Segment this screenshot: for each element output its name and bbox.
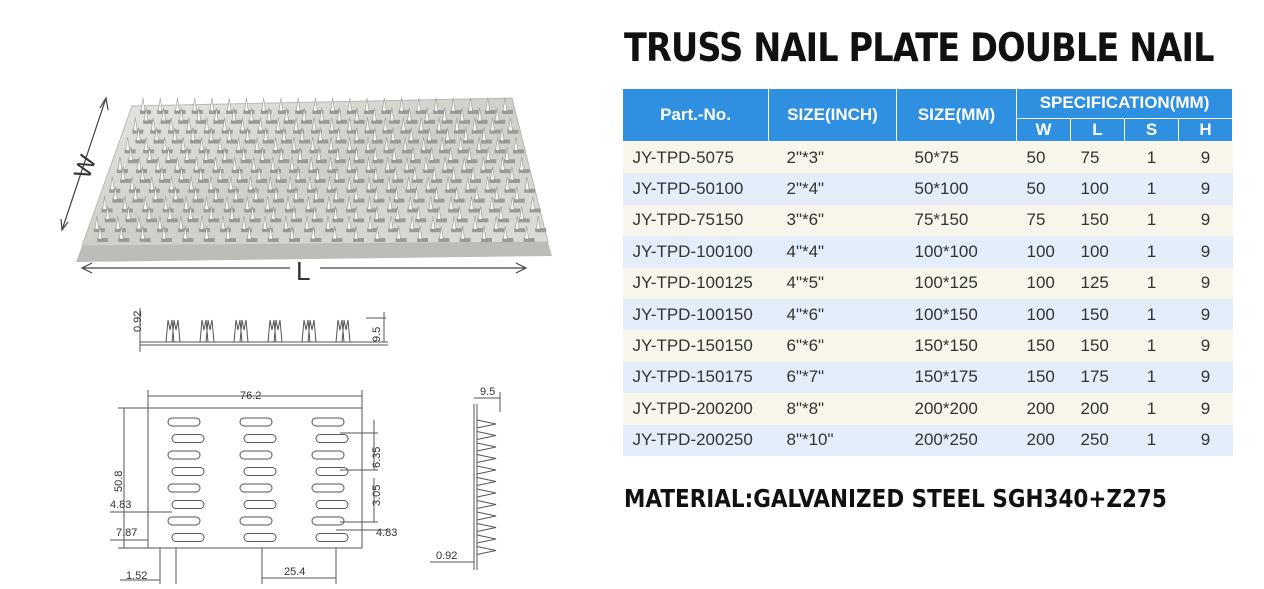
cell-w: 200 [1017,425,1071,456]
material-note: MATERIAL:GALVANIZED STEEL SGH340+Z275 [624,484,1167,513]
dim-483-right-label: 4.83 [376,527,398,539]
plan-slot [312,418,344,426]
cell-mm: 100*125 [897,268,1017,299]
plan-slot [172,468,204,476]
cell-h: 9 [1179,173,1233,204]
end-tooth [477,535,496,543]
product-illustrations [0,0,600,589]
cell-mm: 50*75 [897,142,1017,174]
table-row [623,142,1233,174]
cell-part: JY-TPD-50100 [623,173,769,204]
cell-h: 9 [1179,142,1233,174]
cell-l: 150 [1071,299,1125,330]
nail-tooth [175,98,179,111]
end-tooth [477,443,496,451]
table-row [623,299,1233,330]
cell-mm: 200*250 [897,425,1017,456]
plan-slot [168,517,200,525]
cell-inch: 6"*7" [769,362,897,393]
cell-l: 150 [1071,205,1125,236]
plan-height-label: 50.8 [113,470,125,492]
table-row [623,173,1233,204]
end-tooth [477,432,496,440]
dim-787-label: 7.87 [116,527,138,539]
cell-l: 100 [1071,236,1125,267]
plan-slot [244,435,276,443]
cell-part: JY-TPD-150150 [623,330,769,361]
plan-slot [168,418,200,426]
plan-slot [172,501,204,509]
cell-w: 100 [1017,236,1071,267]
dim-152-label: 1.52 [126,570,148,582]
end-tooth [477,478,496,486]
table-row [623,330,1233,361]
header-h: H [1179,118,1233,141]
cell-part: JY-TPD-100100 [623,236,769,267]
nail-plate-photo [76,98,552,262]
cell-s: 1 [1125,299,1179,330]
cell-inch: 8"*8" [769,393,897,424]
cell-inch: 2"*3" [769,142,897,174]
cell-mm: 200*200 [897,393,1017,424]
cell-inch: 2"*4" [769,173,897,204]
cell-h: 9 [1179,268,1233,299]
plan-slot [244,468,276,476]
cell-w: 200 [1017,393,1071,424]
header-part-no: Part.-No. [623,89,769,142]
cell-s: 1 [1125,268,1179,299]
cell-w: 75 [1017,205,1071,236]
plan-slot [316,501,348,509]
plan-slot [168,451,200,459]
end-tooth [477,501,496,509]
header-size-mm: SIZE(MM) [897,89,1017,142]
cell-part: JY-TPD-75150 [623,205,769,236]
cell-inch: 8"*10" [769,425,897,456]
table-row [623,425,1233,456]
nail-tooth [141,98,145,111]
cell-s: 1 [1125,393,1179,424]
header-specification: SPECIFICATION(MM) [1017,89,1233,119]
cell-l: 175 [1071,362,1125,393]
cell-l: 75 [1071,142,1125,174]
cell-h: 9 [1179,393,1233,424]
cell-h: 9 [1179,299,1233,330]
cell-s: 1 [1125,362,1179,393]
spec-table [622,88,1233,456]
cell-mm: 75*150 [897,205,1017,236]
cell-mm: 150*150 [897,330,1017,361]
plan-slot [244,501,276,509]
end-tooth [477,455,496,463]
cell-l: 250 [1071,425,1125,456]
plan-slot [316,468,348,476]
cell-w: 100 [1017,268,1071,299]
side-height-label: 9.5 [371,326,383,342]
end-height-label: 9.5 [480,386,496,398]
end-tooth [477,547,496,555]
plan-slot [240,451,272,459]
dim-254-label: 25.4 [284,566,306,578]
plan-width-label: 76.2 [240,390,262,402]
l-label: L [296,256,311,286]
nail-tooth [158,98,162,111]
plan-slot [312,484,344,492]
plan-slot [316,534,348,542]
table-row [623,268,1233,299]
plan-slot [240,484,272,492]
dim-483-left-label: 4.83 [110,499,132,511]
cell-w: 150 [1017,362,1071,393]
cell-h: 9 [1179,362,1233,393]
plan-slot [312,517,344,525]
w-label: W [69,151,103,183]
plan-slot [240,517,272,525]
cell-l: 125 [1071,268,1125,299]
header-l: L [1071,118,1125,141]
plan-slot [312,451,344,459]
cell-part: JY-TPD-5075 [623,142,769,174]
cell-h: 9 [1179,205,1233,236]
plan-slot [172,534,204,542]
table-row [623,393,1233,424]
end-thickness-label: 0.92 [436,550,458,562]
cell-w: 50 [1017,142,1071,174]
header-w: W [1017,118,1071,141]
cell-inch: 4"*4" [769,236,897,267]
end-tooth [477,466,496,474]
cell-h: 9 [1179,330,1233,361]
end-tooth [477,489,496,497]
cell-inch: 4"*6" [769,299,897,330]
cell-s: 1 [1125,142,1179,174]
cell-w: 100 [1017,299,1071,330]
cell-s: 1 [1125,425,1179,456]
cell-part: JY-TPD-100125 [623,268,769,299]
cell-s: 1 [1125,173,1179,204]
header-size-inch: SIZE(INCH) [769,89,897,142]
cell-h: 9 [1179,425,1233,456]
plan-slot [240,418,272,426]
dim-305-label: 3.05 [371,484,383,506]
plan-view-drawing [110,390,388,584]
cell-l: 200 [1071,393,1125,424]
side-thickness-label: 0.92 [132,310,144,332]
header-s: S [1125,118,1179,141]
plan-slot [244,534,276,542]
illustration-svg [0,0,600,589]
cell-w: 50 [1017,173,1071,204]
page-title: TRUSS NAIL PLATE DOUBLE NAIL [624,26,1214,71]
side-view-drawing [140,308,388,352]
cell-l: 100 [1071,173,1125,204]
end-view-drawing [430,392,500,570]
plan-slot [168,484,200,492]
cell-inch: 4"*5" [769,268,897,299]
dim-635-label: 6.35 [371,446,383,468]
cell-part: JY-TPD-150175 [623,362,769,393]
cell-inch: 6"*6" [769,330,897,361]
cell-inch: 3"*6" [769,205,897,236]
plan-slot [316,435,348,443]
cell-mm: 50*100 [897,173,1017,204]
cell-s: 1 [1125,236,1179,267]
cell-s: 1 [1125,330,1179,361]
table-row [623,236,1233,267]
cell-mm: 150*175 [897,362,1017,393]
table-row [623,362,1233,393]
cell-mm: 100*150 [897,299,1017,330]
cell-s: 1 [1125,205,1179,236]
cell-part: JY-TPD-100150 [623,299,769,330]
end-tooth [477,420,496,428]
end-tooth [477,512,496,520]
cell-w: 150 [1017,330,1071,361]
cell-h: 9 [1179,236,1233,267]
cell-part: JY-TPD-200250 [623,425,769,456]
end-tooth [477,524,496,532]
plan-slot [172,435,204,443]
cell-part: JY-TPD-200200 [623,393,769,424]
cell-mm: 100*100 [897,236,1017,267]
cell-l: 150 [1071,330,1125,361]
table-row [623,205,1233,236]
